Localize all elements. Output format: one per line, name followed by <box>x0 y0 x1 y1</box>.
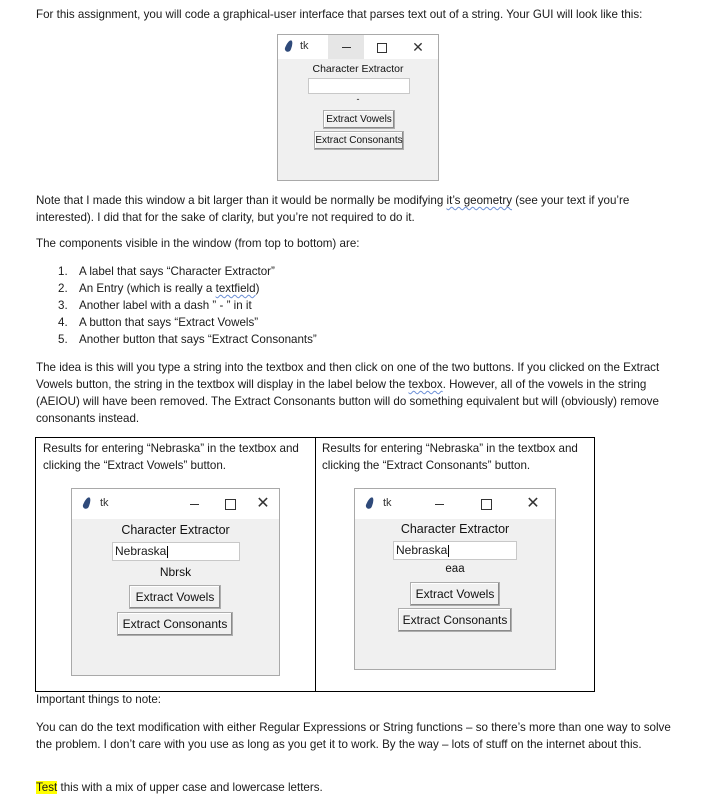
title-bar <box>355 489 555 519</box>
minimize-icon[interactable] <box>421 489 457 519</box>
components-intro: The components visible in the window (from top to bottom) are: <box>36 237 360 250</box>
close-icon[interactable]: ✕ <box>526 495 540 512</box>
tk-feather-icon <box>365 496 375 509</box>
window-title: tk <box>300 40 309 52</box>
close-icon[interactable]: ✕ <box>412 39 424 55</box>
extract-vowels-button[interactable]: Extract Vowels <box>129 585 221 609</box>
list-item: 1. A label that says “Character Extractor” <box>58 265 275 278</box>
tk-feather-icon <box>82 496 92 509</box>
intro-paragraph: For this assignment, you will code a graphical-user interface that parses text out of a string. Your GUI will look like this: <box>36 8 643 21</box>
extract-consonants-button[interactable]: Extract Consonants <box>117 612 233 636</box>
result-caption-consonants: Results for entering “Nebraska” in the textbox and clicking the “Extract Consonants” button. <box>322 442 578 472</box>
tk-feather-icon <box>284 39 294 52</box>
result-caption-vowels: Results for entering “Nebraska” in the textbox and clicking the “Extract Vowels” button. <box>43 442 299 472</box>
title-bar <box>72 489 279 519</box>
maximize-icon[interactable] <box>468 489 504 519</box>
idea-paragraph: The idea is this will you type a string into the textbox and then click on one of the two buttons. If you clicked on the Extract Vowels button, the string in the textbox will display in the label below the texbox. However, all of the vowels in the string (AEIOU) will have been removed. The Extract Consonants button will do something equivalent but will (obviously) remove consonants instead. <box>36 361 660 425</box>
test-paragraph: Test this with a mix of upper case and lowercase letters. <box>36 781 323 794</box>
important-heading: Important things to note: <box>36 693 162 706</box>
character-extractor-label: Character Extractor <box>121 523 230 537</box>
components-list <box>58 263 317 348</box>
extract-consonants-button[interactable]: Extract Consonants <box>314 131 404 150</box>
character-extractor-label: Character Extractor <box>400 522 510 536</box>
note-paragraph: Note that I made this window a bit larger than it would be normally be modifying it’s geometry (see your text if you’re interested). I did that for the sake of clarity, but you’re not required to do it. <box>36 194 630 224</box>
tk-window-consonants <box>354 488 556 670</box>
output-label: - <box>356 94 360 104</box>
list-item: 2. An Entry (which is really a textfield) <box>58 282 260 295</box>
highlighted-word: Test <box>36 781 58 794</box>
text-entry[interactable]: Nebraska <box>393 541 517 560</box>
extract-consonants-button[interactable]: Extract Consonants <box>398 608 512 632</box>
character-extractor-label: Character Extractor <box>312 63 404 75</box>
text-entry[interactable]: Nebraska <box>112 542 240 561</box>
close-icon[interactable]: ✕ <box>256 495 270 512</box>
output-label: eaa <box>445 563 465 575</box>
output-label: Nbrsk <box>159 565 192 579</box>
title-bar <box>278 35 438 59</box>
extract-vowels-button[interactable]: Extract Vowels <box>410 582 500 606</box>
window-title: tk <box>383 497 392 509</box>
maximize-icon[interactable] <box>212 489 248 519</box>
maximize-icon[interactable] <box>364 35 400 59</box>
extract-vowels-button[interactable]: Extract Vowels <box>323 110 395 129</box>
list-item: 5. Another button that says “Extract Consonants” <box>58 333 317 346</box>
list-item: 4. A button that says “Extract Vowels” <box>58 316 259 329</box>
window-title: tk <box>100 497 109 509</box>
list-item: 3. Another label with a dash ” - ” in it <box>58 299 252 312</box>
tk-window-main <box>277 34 439 181</box>
minimize-icon[interactable] <box>328 35 364 59</box>
results-table <box>35 437 595 692</box>
minimize-icon[interactable] <box>176 489 212 519</box>
tk-window-vowels <box>71 488 280 676</box>
modification-paragraph: You can do the text modification with either Regular Expressions or String functions – so there’s more than one way to solve the problem. I don’t care with you use as long as you get it to work. By the way – lots of stuff on the internet about this. <box>36 721 671 751</box>
text-entry[interactable] <box>308 78 410 94</box>
